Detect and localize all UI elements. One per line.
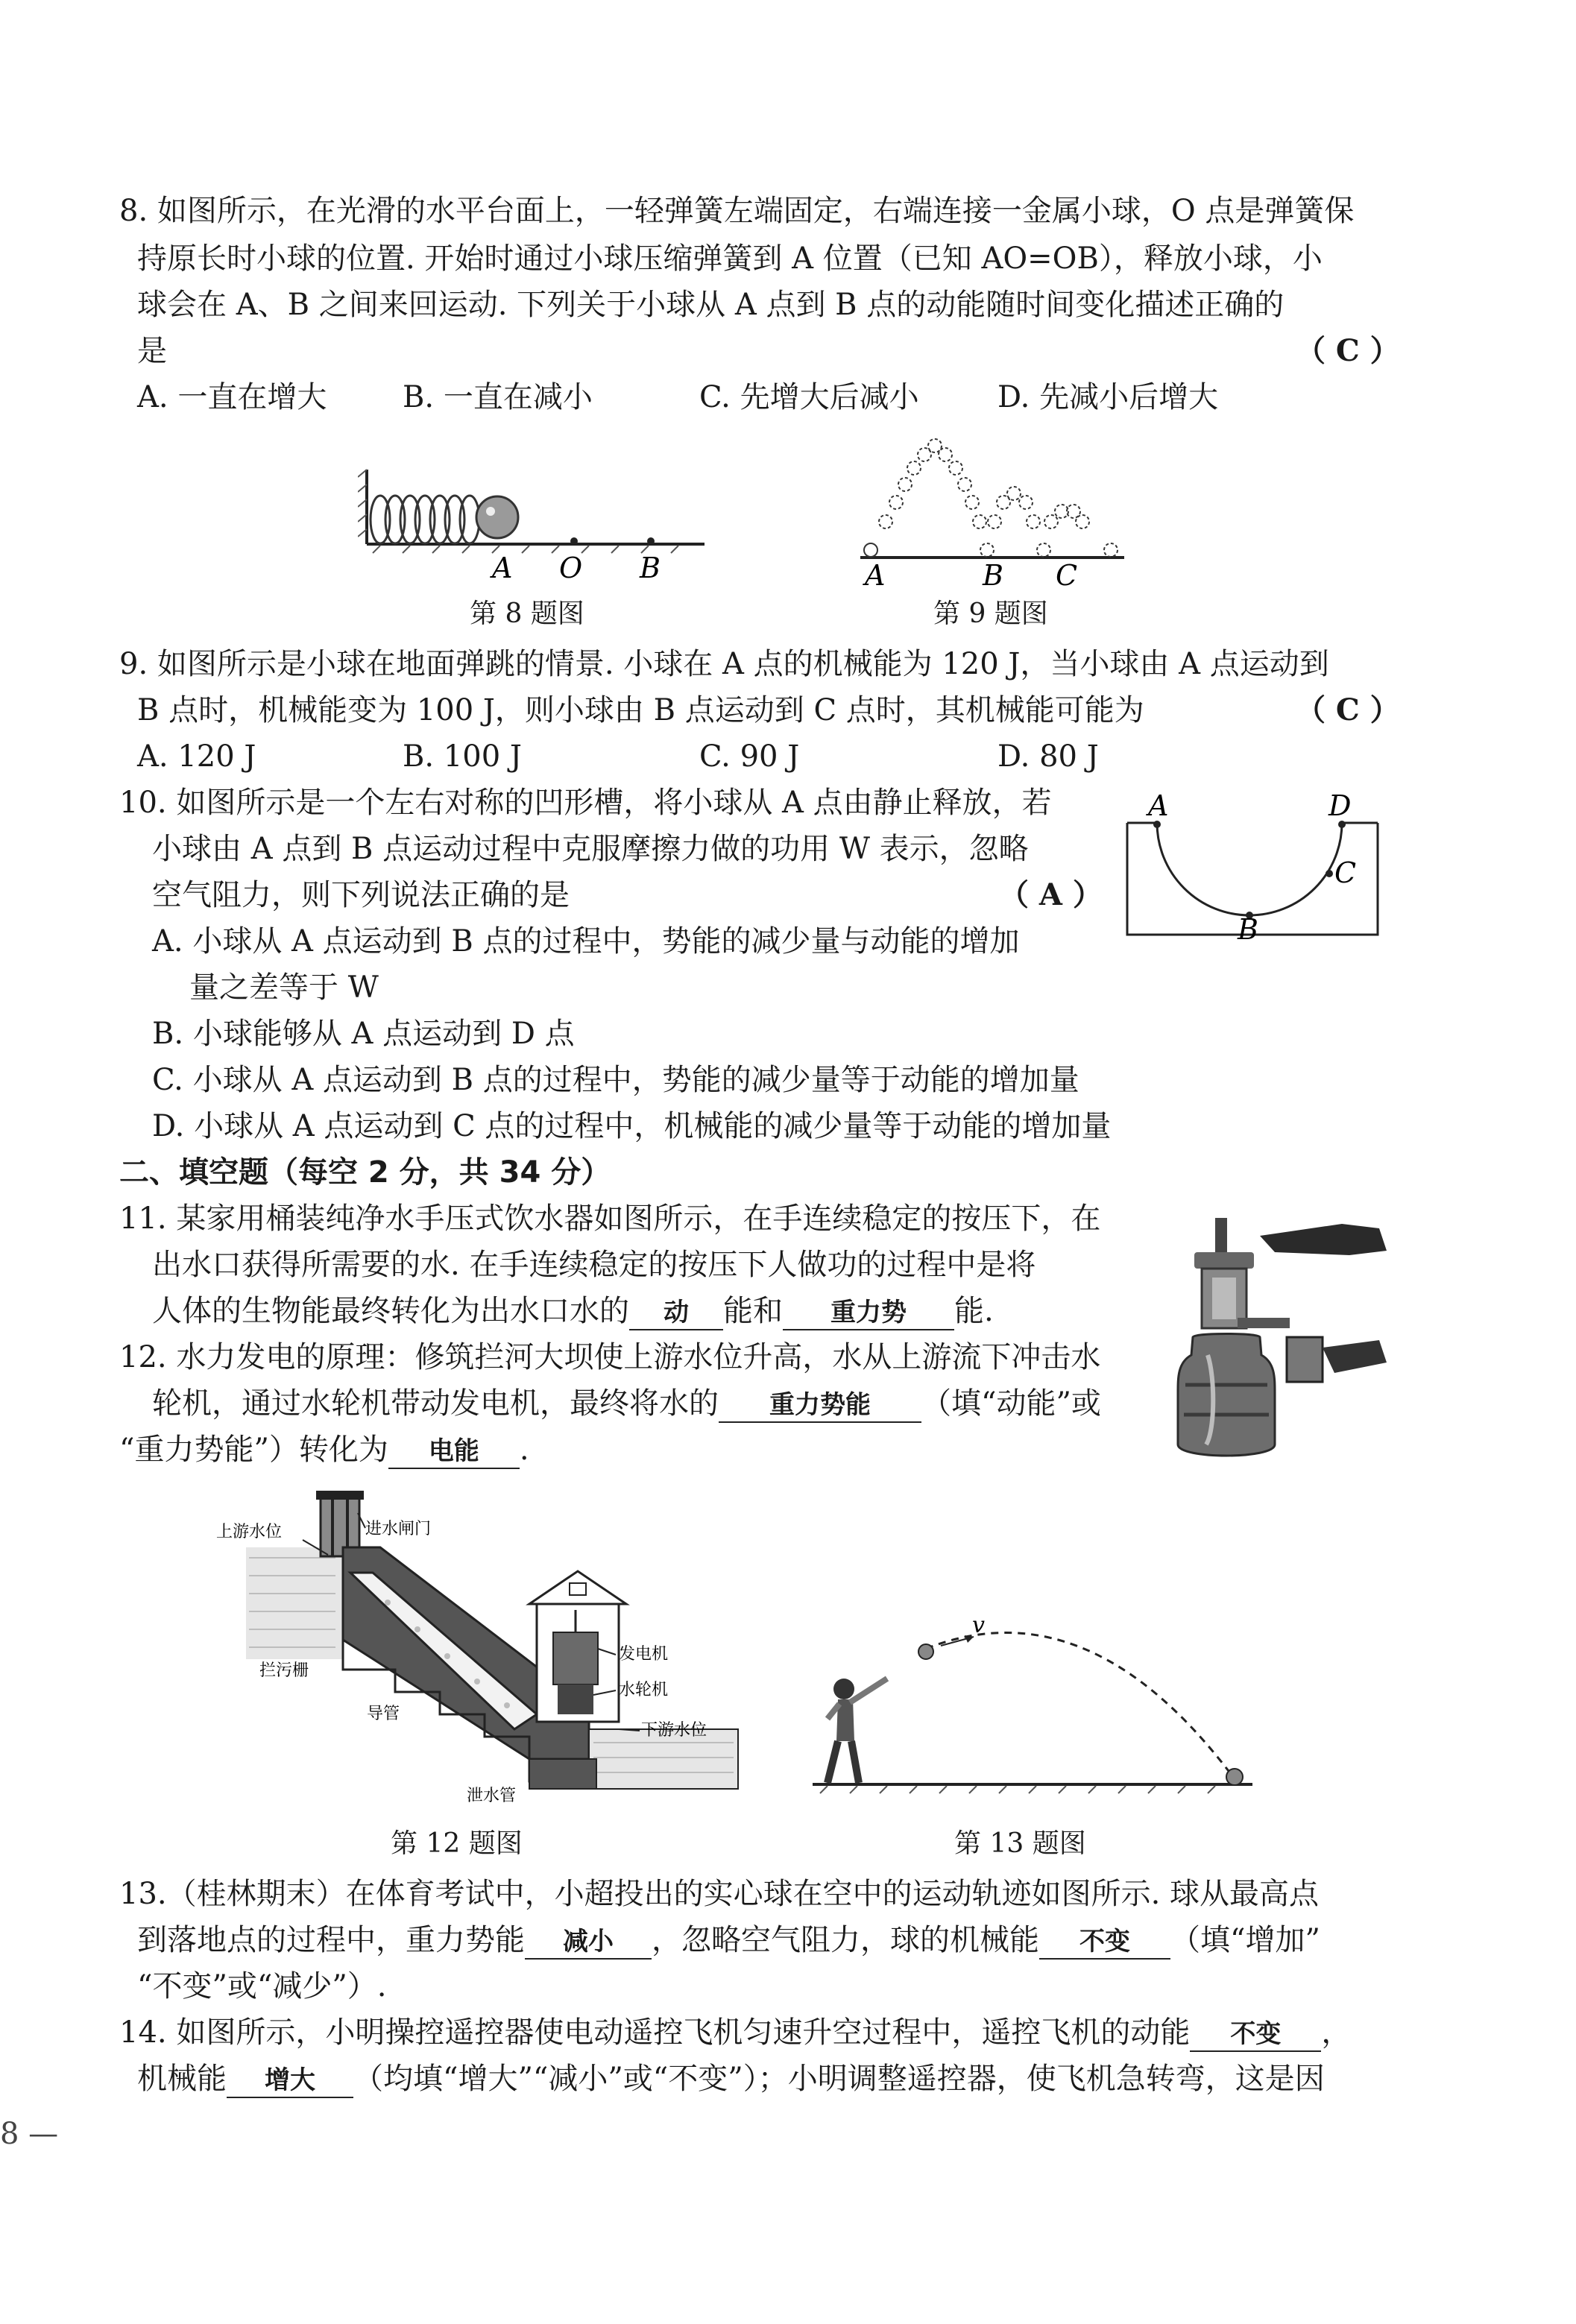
q8-option-a: A. 一直在增大 — [137, 380, 327, 414]
page-number: 8 — — [0, 2117, 59, 2151]
q12-line2 — [152, 1385, 1101, 1423]
q9-label-a: A — [865, 559, 886, 592]
q10-option-b: B. 小球能够从 A 点运动到 D 点 — [152, 1017, 575, 1051]
q8-option-d: D. 先减小后增大 — [997, 380, 1219, 414]
q10-label-d: D — [1328, 789, 1352, 822]
q10-line1: 10. 如图所示是一个左右对称的凹形槽，将小球从 A 点由静止释放，若 — [119, 786, 1052, 820]
q9-option-c: C. 90 J — [699, 739, 800, 774]
q13-line3: “不变”或“减少”）. — [137, 1969, 387, 2003]
q11-line3c: 能. — [954, 1294, 994, 1328]
q8-figure-caption: 第 8 题图 — [470, 599, 584, 629]
q11-dispenser-figure — [1163, 1206, 1387, 1467]
q13-line2c: （填“增加” — [1170, 1923, 1320, 1957]
q13-trajectory-figure — [805, 1614, 1267, 1801]
q10-trough-figure — [1118, 786, 1387, 942]
q12-label-pipe: 导管 — [367, 1705, 400, 1723]
q13-line2a: 到落地点的过程中，重力势能 — [137, 1923, 525, 1957]
q10-label-a: A — [1148, 789, 1169, 822]
q9-label-c: C — [1056, 559, 1078, 592]
q12-label-upstream: 上游水位 — [216, 1523, 283, 1541]
q12-line3b: . — [519, 1433, 529, 1467]
q13-blank1[interactable]: 减小 — [525, 1925, 652, 1960]
q12-figure-caption: 第 12 题图 — [391, 1828, 523, 1859]
q11-line3 — [152, 1292, 994, 1330]
q10-answer: （ A ） — [999, 877, 1103, 912]
q11-line2: 出水口获得所需要的水. 在手连续稳定的按压下人做功的过程中是将 — [152, 1248, 1036, 1282]
q14-line1 — [119, 2014, 1351, 2052]
q10-label-b: B — [1238, 913, 1258, 942]
q12-blank2[interactable]: 电能 — [388, 1435, 520, 1469]
q9-option-d: D. 80 J — [997, 739, 1099, 774]
q8-answer: （ C ） — [1296, 333, 1400, 368]
q10-option-c: C. 小球从 A 点运动到 B 点的过程中，势能的减少量等于动能的增加量 — [152, 1063, 1079, 1097]
q14-line2 — [137, 2060, 1325, 2098]
q8-label-b: B — [640, 552, 661, 584]
q9-line2: B 点时，机械能变为 100 J，则小球由 B 点运动到 C 点时，其机械能可能为 — [137, 693, 1144, 727]
q8-line3: 球会在 A、B 之间来回运动. 下列关于小球从 A 点到 B 点的动能随时间变化描述正确的 — [137, 288, 1285, 322]
q8-line2: 持原长时小球的位置. 开始时通过小球压缩弹簧到 A 位置（已知 AO=OB），释放小球，小 — [137, 241, 1323, 276]
q13-blank2[interactable]: 不变 — [1039, 1925, 1170, 1960]
q10-option-a-line1: A. 小球从 A 点运动到 B 点的过程中，势能的减少量与动能的增加 — [152, 924, 1020, 959]
q14-blank2[interactable]: 增大 — [227, 2064, 353, 2098]
q8-label-o: O — [559, 552, 583, 584]
q12-hydropower-figure — [216, 1483, 753, 1819]
q9-option-a: A. 120 J — [137, 739, 256, 774]
q12-label-gate: 进水闸门 — [365, 1520, 432, 1538]
q11-line3a: 人体的生物能最终转化为出水口水的 — [152, 1294, 629, 1328]
q10-line2: 小球由 A 点到 B 点运动过程中克服摩擦力做的功用 W 表示，忽略 — [152, 832, 1029, 866]
q12-line3a: “重力势能”）转化为 — [119, 1433, 388, 1467]
q12-line2a: 轮机，通过水轮机带动发电机，最终将水的 — [152, 1386, 719, 1421]
q9-bounce-figure — [856, 425, 1139, 596]
q14-line1a: 14. 如图所示，小明操控遥控器使电动遥控飞机匀速升空过程中，遥控飞机的动能 — [119, 2015, 1191, 2050]
q8-option-b: B. 一直在减小 — [403, 380, 593, 414]
q14-line2b: （均填“增大”“减小”或“不变”）；小明调整遥控器，使飞机急转弯，这是因 — [353, 2062, 1325, 2096]
q9-line1: 9. 如图所示是小球在地面弹跳的情景. 小球在 A 点的机械能为 120 J，当小球由 A 点运动到 — [119, 647, 1329, 681]
q12-label-generator: 发电机 — [619, 1645, 669, 1664]
q8-line4: 是 — [137, 334, 167, 368]
q8-spring-figure — [358, 462, 716, 589]
q12-label-downstream: 下游水位 — [641, 1721, 707, 1740]
q8-line1: 8. 如图所示，在光滑的水平台面上，一轻弹簧左端固定，右端连接一金属小球，O 点是弹簧保 — [119, 194, 1355, 228]
q12-line2b: （填“动能”或 — [921, 1386, 1101, 1421]
q11-blank2[interactable]: 重力势 — [783, 1296, 954, 1330]
q10-option-d: D. 小球从 A 点运动到 C 点的过程中，机械能的减少量等于动能的增加量 — [152, 1109, 1112, 1143]
q10-line3: 空气阻力，则下列说法正确的是 — [152, 878, 570, 912]
q13-line1: 13.（桂林期末）在体育考试中，小超投出的实心球在空中的运动轨迹如图所示. 球从最高点 — [119, 1877, 1320, 1911]
q14-line2a: 机械能 — [137, 2062, 227, 2096]
q11-line1: 11. 某家用桶装纯净水手压式饮水器如图所示，在手连续稳定的按压下，在 — [119, 1202, 1101, 1236]
q11-line3b: 能和 — [723, 1294, 783, 1328]
q10-label-c: C — [1334, 856, 1357, 889]
q12-label-trash-rack: 拦污栅 — [259, 1661, 309, 1680]
section2-heading: 二、填空题（每空 2 分，共 34 分） — [119, 1155, 611, 1190]
q8-option-c: C. 先增大后减小 — [699, 380, 919, 414]
q13-figure-caption: 第 13 题图 — [954, 1828, 1086, 1859]
q10-option-a-line2: 量之差等于 W — [189, 970, 379, 1005]
q13-line2b: ，忽略空气阻力，球的机械能 — [652, 1923, 1039, 1957]
q9-label-b: B — [983, 559, 1003, 592]
q9-figure-caption: 第 9 题图 — [933, 599, 1048, 629]
q12-label-drain: 泄水管 — [467, 1787, 517, 1805]
q9-option-b: B. 100 J — [403, 739, 522, 774]
q14-blank1[interactable]: 不变 — [1190, 2018, 1321, 2052]
q8-label-a: A — [492, 552, 513, 584]
q13-line2 — [137, 1922, 1320, 1960]
q13-label-v: v — [972, 1614, 985, 1638]
q11-blank1[interactable]: 动 — [629, 1296, 723, 1330]
q12-blank1[interactable]: 重力势能 — [719, 1389, 921, 1423]
q14-line1b: ， — [1321, 2015, 1352, 2050]
q12-line3 — [119, 1431, 529, 1469]
q9-answer: （ C ） — [1296, 692, 1400, 727]
q12-label-turbine: 水轮机 — [619, 1681, 669, 1699]
q12-line1: 12. 水力发电的原理：修筑拦河大坝使上游水位升高，水从上游流下冲击水 — [119, 1340, 1101, 1374]
